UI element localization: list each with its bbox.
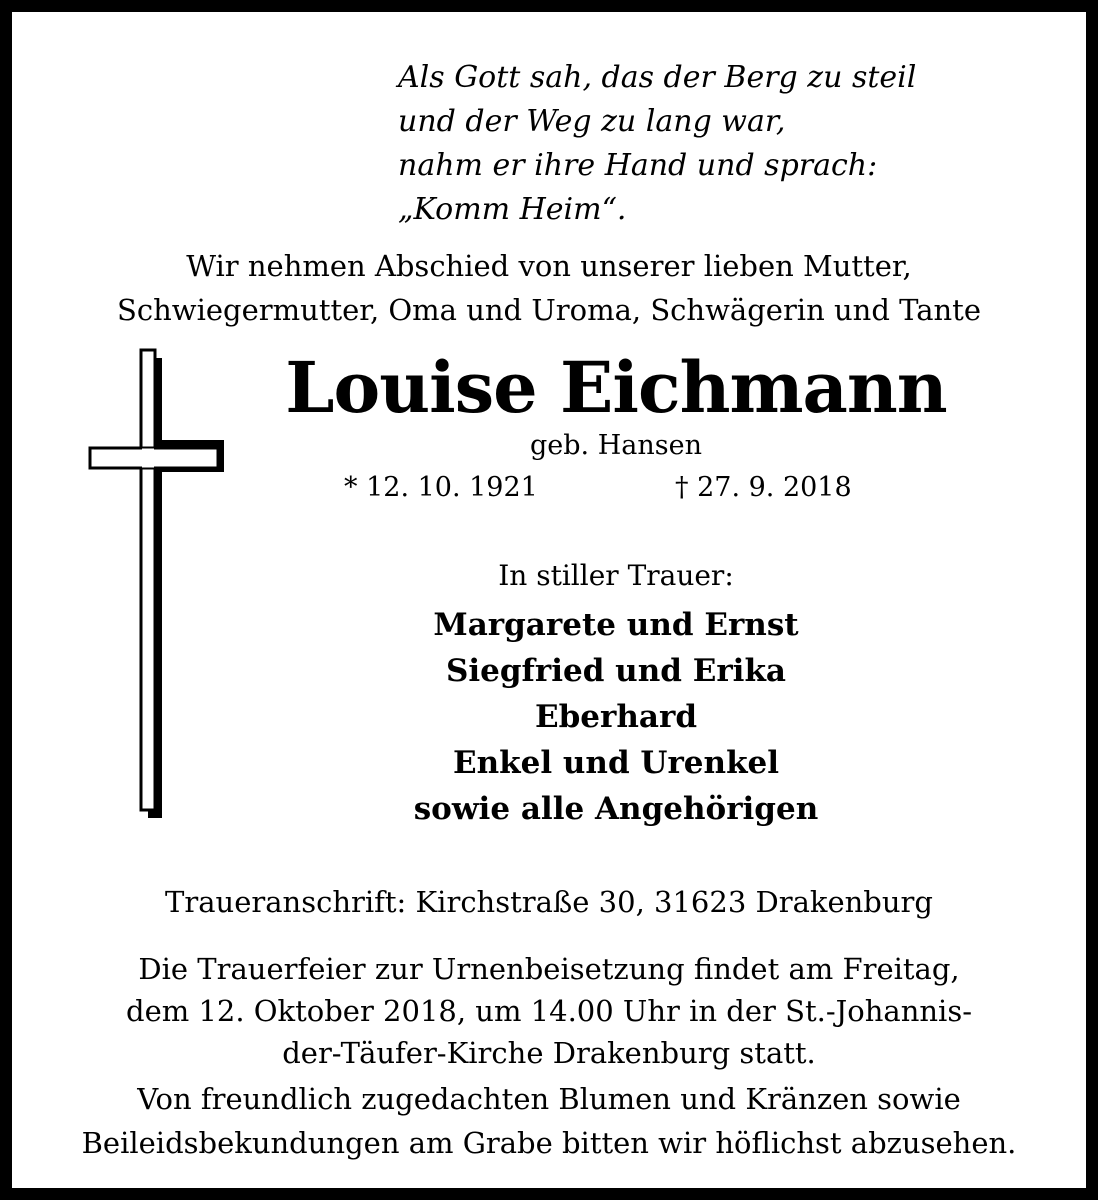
cross-icon	[84, 348, 234, 824]
ceremony-line: Die Trauerfeier zur Urnenbeisetzung findet am Freitag,	[138, 952, 960, 986]
mourning-heading: In stiller Trauer:	[498, 559, 734, 592]
maiden-name: geb. Hansen	[530, 430, 702, 461]
mourning-address: Traueranschrift: Kirchstraße 30, 31623 Drakenburg	[165, 885, 933, 919]
ceremony-line: dem 12. Oktober 2018, um 14.00 Uhr in der St.-Johannis-	[126, 994, 972, 1028]
mourners-list	[258, 602, 974, 832]
mourner-entry: Eberhard	[535, 699, 697, 735]
poem-line: nahm er ihre Hand und sprach:	[398, 148, 878, 183]
intro-line: Schwiegermutter, Oma und Uroma, Schwägerin und Tante	[117, 293, 981, 327]
poem-line: und der Weg zu lang war,	[398, 104, 786, 139]
poem-line: „Komm Heim“.	[398, 192, 627, 227]
death-date: † 27. 9. 2018	[675, 472, 852, 503]
request-line: Von freundlich zugedachten Blumen und Kränzen sowie	[137, 1082, 961, 1116]
poem	[398, 56, 1038, 232]
mourner-entry: sowie alle Angehörigen	[413, 791, 819, 827]
intro-line: Wir nehmen Abschied von unserer lieben Mutter,	[186, 249, 912, 283]
ceremony-line: der-Täufer-Kirche Drakenburg statt.	[282, 1036, 816, 1070]
condolence-request	[12, 1077, 1086, 1165]
deceased-name: Louise Eichmann	[285, 346, 947, 429]
mourner-entry: Enkel und Urenkel	[452, 745, 780, 781]
mourner-entry: Margarete und Ernst	[433, 607, 799, 643]
mourner-entry: Siegfried und Erika	[445, 653, 787, 689]
request-line: Beileidsbekundungen am Grabe bitten wir höflichst abzusehen.	[81, 1126, 1017, 1160]
birth-date: * 12. 10. 1921	[344, 472, 538, 503]
ceremony-notice	[12, 948, 1086, 1074]
poem-line: Als Gott sah, das der Berg zu steil	[398, 60, 917, 95]
intro-text	[12, 244, 1086, 332]
